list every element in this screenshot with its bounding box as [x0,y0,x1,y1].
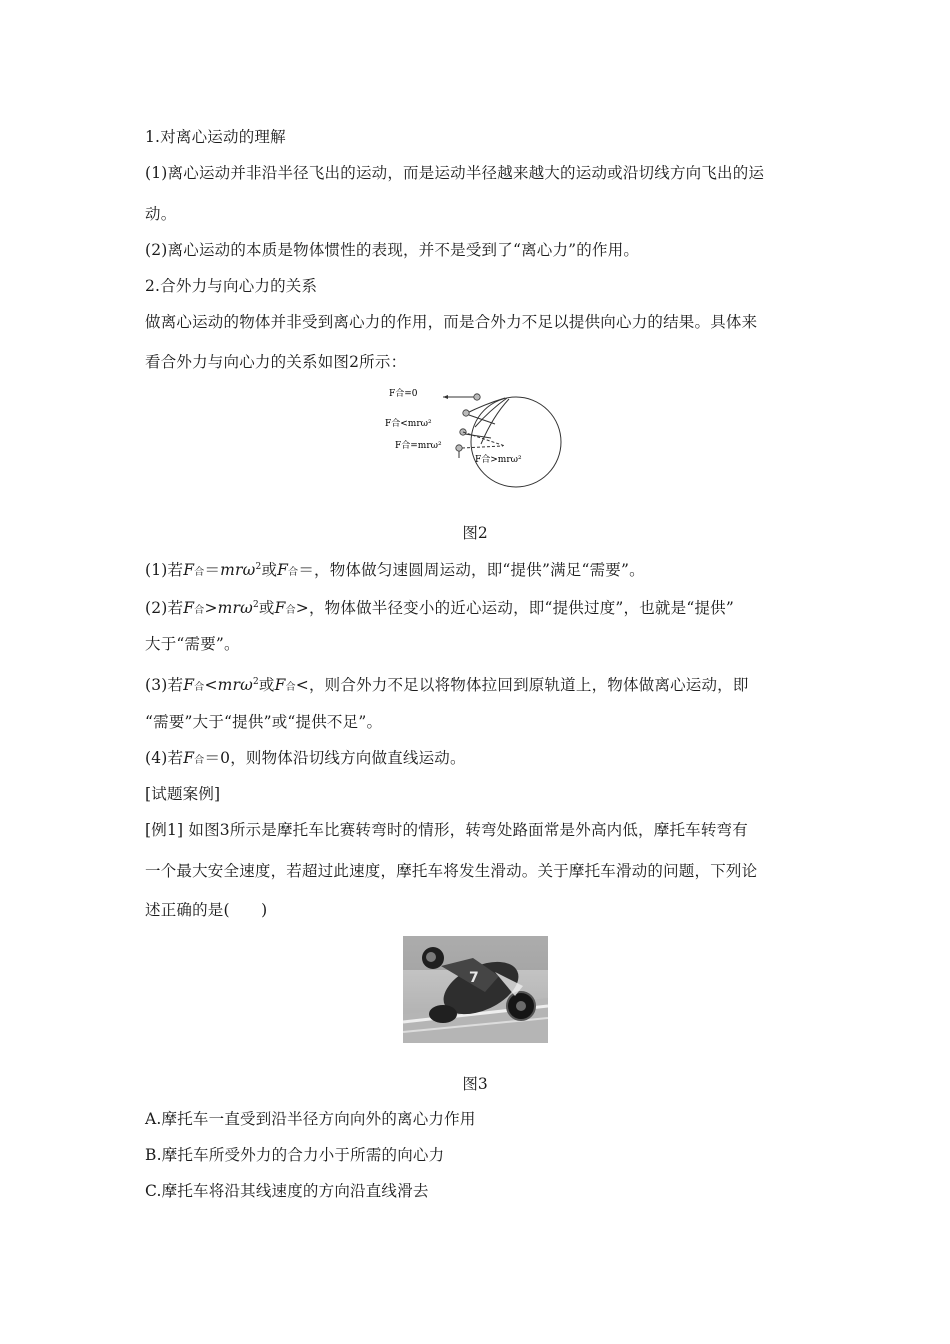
case-4-line: (4)若F合＝0，则物体沿切线方向做直线运动。 [145,749,466,767]
case-2-continuation: 大于“需要”。 [145,635,240,653]
option-c: C.摩托车将沿其线速度的方向沿直线滑去 [145,1182,429,1200]
case-3-line: (3)若F合<mrω$^2$或F合<，则合外力不足以将物体拉回到原轨道上，物体做离心运动，即 [145,676,749,695]
example-line: 一个最大安全速度，若超过此速度，摩托车将发生滑动。关于摩托车滑动的问题，下列论 [145,862,758,880]
motorcycle-photo [403,936,548,1043]
paragraph-line: 动。 [145,205,177,223]
orbit-circle [471,397,561,487]
ball-icon [474,394,480,400]
paragraph-line: (1)离心运动并非沿半径飞出的运动，而是运动半径越来越大的运动或沿切线方向飞出的运 [145,164,765,182]
ball-icon [456,445,462,451]
case-3-continuation: “需要”大于“提供”或“提供不足”。 [145,713,383,731]
section-heading-1: 1.对离心运动的理解 [145,128,286,146]
label-f-greater: F合>mrω² [475,455,522,465]
option-a: A.摩托车一直受到沿半径方向向外的离心力作用 [145,1110,476,1128]
figure-2-caption: 图2 [462,524,488,542]
ball-icon [463,410,469,416]
case-2-line: (2)若F合>mrω$^2$或F合>，物体做半径变小的近心运动，即“提供过度”，也就是“提供” [145,599,734,618]
figure-3-caption: 图3 [462,1075,488,1093]
paragraph-line: (2)离心运动的本质是物体惯性的表现，并不是受到了“离心力”的作用。 [145,241,640,259]
force-arrow [462,446,503,448]
label-f-zero: F合=0 [389,389,418,399]
case-1-line: (1)若F合＝mrω$^2$或F合＝，物体做匀速圆周运动，即“提供”满足“需要”。 [145,561,645,580]
paragraph-line: 看合外力与向心力的关系如图2所示： [145,353,407,371]
example-line: [例1] 如图3所示是摩托车比赛转弯时的情形，转弯处路面常是外高内低，摩托车转弯有 [145,821,748,839]
label-f-equal: F合=mrω² [395,441,442,451]
paragraph-line: 做离心运动的物体并非受到离心力的作用，而是合外力不足以提供向心力的结果。具体来 [145,313,758,331]
section-heading-2: 2.合外力与向心力的关系 [145,277,318,295]
tangent-arrow-icon [443,395,448,399]
circular-motion-diagram [385,382,565,500]
example-heading: [试题案例] [145,785,221,803]
label-f-less: F合<mrω² [385,419,432,429]
force-arrow [469,415,495,424]
example-line: 述正确的是( ) [145,901,268,919]
svg-text:7: 7 [469,970,479,986]
force-arrow [463,432,505,446]
option-b: B.摩托车所受外力的合力小于所需的向心力 [145,1146,445,1164]
